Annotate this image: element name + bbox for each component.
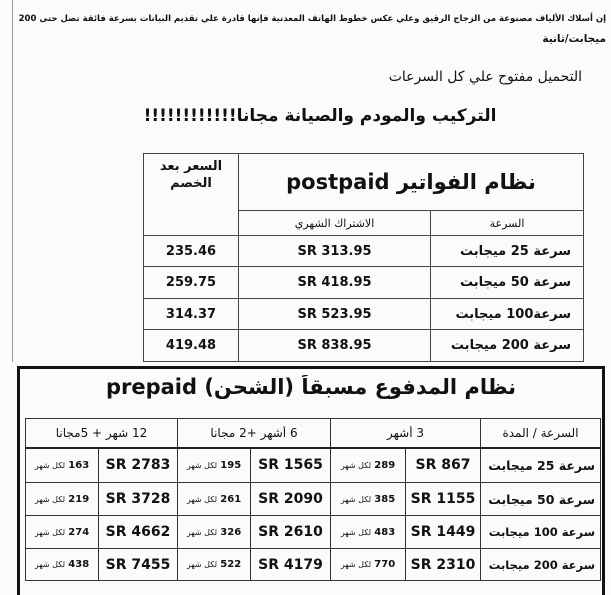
twelve-month-price: 2783 SR — [105, 457, 171, 474]
download-note: التحميل مفتوح علي كل السرعات — [388, 69, 582, 85]
twelve-months-header-cell — [26, 419, 178, 448]
discount-header-cell — [144, 154, 239, 236]
per-month-value: 483 — [374, 526, 396, 538]
intro-paragraph — [16, 12, 606, 46]
six-month-per-month — [178, 494, 250, 505]
prepaid-header-row — [26, 419, 601, 448]
prepaid-title: نظام المدفوع مسبقاً (الشحن) prepaid — [105, 375, 517, 399]
per-month-value: 770 — [374, 559, 396, 570]
per-month-label: لكل شهر — [340, 460, 372, 470]
six-month-price: 2090 SR — [258, 491, 323, 507]
per-month-label: لكل شهر — [186, 494, 218, 504]
per-month-label: لكل شهر — [34, 460, 66, 470]
monthly-price: 313.95 SR — [297, 243, 372, 259]
discount-header: السعر بعد الخصم — [159, 159, 223, 191]
per-month-value: 289 — [374, 459, 396, 471]
prepaid-section — [17, 366, 605, 595]
speed-header-cell — [431, 211, 584, 236]
discounted-price: 314.37 — [165, 306, 217, 322]
per-month-value: 195 — [220, 459, 242, 471]
speed-duration-header-cell — [481, 419, 601, 448]
twelve-month-per-month — [26, 527, 98, 538]
twelve-month-price: 7455 SR — [105, 556, 171, 573]
six-months-header-cell — [178, 419, 331, 448]
three-month-per-month — [331, 527, 405, 538]
speed-label: سرعة100 ميجابت — [455, 306, 572, 322]
table-row — [144, 236, 584, 267]
six-month-per-month — [178, 527, 250, 538]
per-month-value: 163 — [68, 459, 90, 471]
twelve-month-per-month — [26, 460, 98, 471]
six-month-price: 4179 SR — [258, 556, 323, 573]
twelve-month-price: 4662 SR — [105, 524, 171, 540]
speed-label: سرعة 200 ميجابت — [450, 338, 572, 353]
per-month-label: لكل شهر — [34, 560, 66, 569]
monthly-price: 523.95 SR — [297, 306, 372, 322]
six-month-price: 2610 SR — [258, 524, 323, 540]
per-month-label: لكل شهر — [34, 527, 66, 537]
three-months-header: 3 أشهر — [387, 425, 424, 440]
six-month-per-month — [178, 559, 250, 570]
scan-edge-line — [12, 0, 13, 362]
per-month-value: 326 — [220, 526, 242, 538]
speed-label: سرعة 50 ميجابت — [459, 275, 572, 290]
discounted-price: 419.48 — [165, 338, 217, 353]
three-months-header-cell — [331, 419, 481, 448]
per-month-value: 522 — [220, 559, 242, 570]
three-month-price: 1449 SR — [410, 524, 476, 540]
per-month-value: 261 — [220, 493, 242, 505]
prepaid-table — [25, 418, 601, 581]
speed-label: سرعة 200 ميجابت — [488, 557, 595, 572]
monthly-header-cell — [239, 211, 431, 236]
per-month-value: 274 — [68, 526, 90, 538]
table-row — [144, 330, 584, 362]
six-month-price: 1565 SR — [258, 457, 323, 474]
monthly-header: الاشتراك الشهري — [294, 216, 375, 230]
intro-line-1: إن أسلاك الألياف مصنوعة من الزجاج الرقيق وعلي عكس خطوط الهاتف المعدنية فإنها قادرة علي تقديم البيانات بسرعة فائقة تصل حتى 200 — [18, 14, 606, 24]
postpaid-title: نظام الفواتير postpaid — [286, 170, 536, 194]
speed-header: السرعة — [489, 216, 525, 230]
per-month-label: لكل شهر — [340, 560, 372, 569]
speed-label: سرعة 25 ميجابت — [488, 457, 595, 473]
per-month-value: 219 — [68, 493, 90, 505]
postpaid-title-cell — [239, 154, 584, 211]
monthly-price: 838.95 SR — [297, 338, 372, 353]
three-month-per-month — [331, 460, 405, 471]
intro-line-2: ميجابت/ثانية — [542, 33, 606, 45]
twelve-month-per-month — [26, 559, 98, 570]
speed-label: سرعة 100 ميجابت — [488, 525, 595, 539]
speed-label: سرعة 50 ميجابت — [488, 491, 595, 507]
speed-duration-header: السرعة / المدة — [502, 425, 579, 440]
table-row — [26, 516, 601, 549]
discounted-price: 259.75 — [165, 275, 217, 290]
table-row — [144, 267, 584, 299]
per-month-label: لكل شهر — [186, 527, 218, 537]
per-month-value: 438 — [68, 559, 90, 570]
postpaid-title-row — [144, 154, 584, 211]
per-month-label: لكل شهر — [186, 460, 218, 470]
per-month-label: لكل شهر — [340, 527, 372, 537]
six-months-header: 6 أشهر +2 مجانا — [210, 425, 298, 440]
three-month-per-month — [331, 559, 405, 570]
per-month-label: لكل شهر — [340, 494, 372, 504]
three-month-price: 867 SR — [415, 457, 471, 474]
speed-label: سرعة 25 ميجابت — [459, 243, 572, 259]
per-month-label: لكل شهر — [34, 494, 66, 504]
discounted-price: 235.46 — [165, 243, 217, 259]
per-month-value: 385 — [374, 493, 396, 505]
three-month-price: 2310 SR — [410, 556, 476, 573]
six-month-per-month — [178, 460, 250, 471]
table-row — [26, 549, 601, 581]
twelve-months-header: 12 شهر + 5مجانا — [55, 425, 148, 440]
table-row — [26, 448, 601, 483]
postpaid-table — [143, 153, 584, 362]
twelve-month-price: 3728 SR — [105, 491, 171, 507]
three-month-price: 1155 SR — [410, 491, 476, 507]
free-install-heading: التركيب والمودم والصيانة مجانا!!!!!!!!!!!! — [143, 106, 497, 126]
twelve-month-per-month — [26, 494, 98, 505]
table-row — [144, 299, 584, 330]
per-month-label: لكل شهر — [186, 560, 218, 569]
table-row — [26, 483, 601, 516]
three-month-per-month — [331, 494, 405, 505]
monthly-price: 418.95 SR — [297, 275, 372, 290]
